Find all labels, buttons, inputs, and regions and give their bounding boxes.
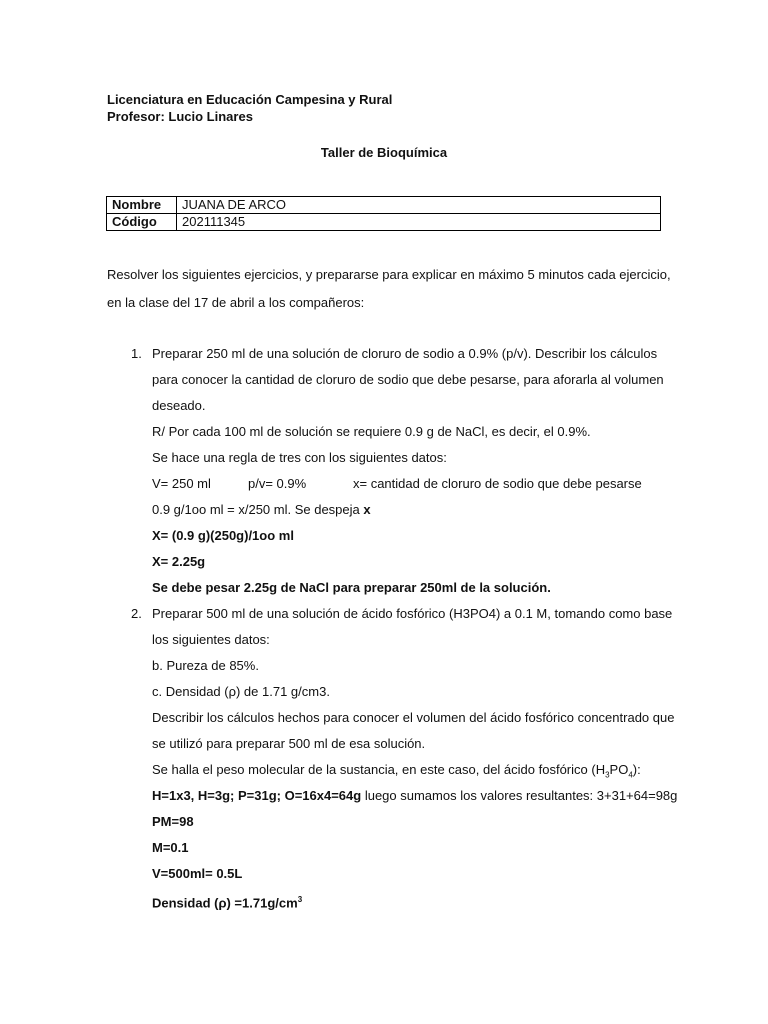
ex2-line-7-sub4: 4 <box>628 770 633 780</box>
ex1-line-5: Se hace una regla de tres con los siguientes datos: <box>152 450 447 465</box>
ex1-line-1: Preparar 250 ml de una solución de cloruro de sodio a 0.9% (p/v). Describir los cálculos <box>152 346 658 361</box>
ex2-line-12 <box>152 892 302 911</box>
student-info-table <box>106 196 661 231</box>
ex1-line-7-text: 0.9 g/1oo ml = x/250 ml. Se despeja <box>152 502 360 517</box>
ex2-line-5: Describir los cálculos hechos para conocer el volumen del ácido fosfórico concentrado que <box>152 710 675 725</box>
ex1-line-6c: x= cantidad de cloruro de sodio que debe pesarse <box>353 476 642 491</box>
ex1-line-7 <box>152 502 371 518</box>
ex1-line-8: X= (0.9 g)(250g)/1oo ml <box>152 528 294 543</box>
name-label: Nombre <box>107 197 177 214</box>
ex2-line-4: c. Densidad (ρ) de 1.71 g/cm3. <box>152 684 330 699</box>
ex2-line-7-sub3: 3 <box>605 770 610 780</box>
intro-line-1: Resolver los siguientes ejercicios, y prepararse para explicar en máximo 5 minutos cada ejercicio, <box>107 267 671 282</box>
ex2-line-10: M=0.1 <box>152 840 189 855</box>
table-row <box>107 197 661 214</box>
ex2-line-2: los siguientes datos: <box>152 632 270 647</box>
ex2-line-1: Preparar 500 ml de una solución de ácido fosfórico (H3PO4) a 0.1 M, tomando como base <box>152 606 673 621</box>
professor-name: Profesor: Lucio Linares <box>107 109 253 124</box>
document-title: Taller de Bioquímica <box>320 145 448 160</box>
ex2-line-7b: PO <box>609 762 629 777</box>
ex2-line-8b: luego sumamos los valores resultantes: 3+31+64=98g <box>361 788 678 803</box>
code-label: Código <box>107 214 177 231</box>
ex2-line-7a: Se halla el peso molecular de la sustancia, en este caso, del ácido fosfórico (H <box>152 762 606 777</box>
ex2-line-8a: H=1x3, H=3g; P=31g; O=16x4=64g <box>152 788 362 803</box>
name-value: JUANA DE ARCO <box>177 197 661 214</box>
table-row <box>107 214 661 231</box>
ex1-line-7-x: x <box>363 502 371 517</box>
ex1-line-9: X= 2.25g <box>152 554 206 569</box>
ex1-line-2: para conocer la cantidad de cloruro de sodio que debe pesarse, para aforarla al volumen <box>152 372 664 387</box>
ex1-line-4: R/ Por cada 100 ml de solución se requiere 0.9 g de NaCl, es decir, el 0.9%. <box>152 424 591 439</box>
code-value: 202111345 <box>177 214 661 231</box>
ex2-line-8 <box>152 788 677 804</box>
ex2-line-3: b. Pureza de 85%. <box>152 658 259 673</box>
exercise-2-number: 2. <box>131 606 142 621</box>
ex2-line-7 <box>152 762 641 784</box>
ex2-line-7c: ): <box>632 762 641 777</box>
ex2-line-9: PM=98 <box>152 814 194 829</box>
ex1-line-6b: p/v= 0.9% <box>248 476 307 491</box>
ex1-line-10: Se debe pesar 2.25g de NaCl para preparar 250ml de la solución. <box>152 580 551 595</box>
ex2-line-6: se utilizó para preparar 500 ml de esa solución. <box>152 736 426 751</box>
intro-line-2: en la clase del 17 de abril a los compañeros: <box>107 295 365 310</box>
program-name: Licenciatura en Educación Campesina y Rural <box>107 92 393 107</box>
ex2-line-12a: Densidad (ρ) =1.71g/cm <box>152 895 298 911</box>
exercise-1-number: 1. <box>131 346 142 361</box>
ex1-line-3: deseado. <box>152 398 206 413</box>
ex2-line-12-sup: 3 <box>297 895 303 904</box>
ex1-line-6a: V= 250 ml <box>152 476 211 491</box>
ex2-line-11: V=500ml= 0.5L <box>152 866 243 881</box>
